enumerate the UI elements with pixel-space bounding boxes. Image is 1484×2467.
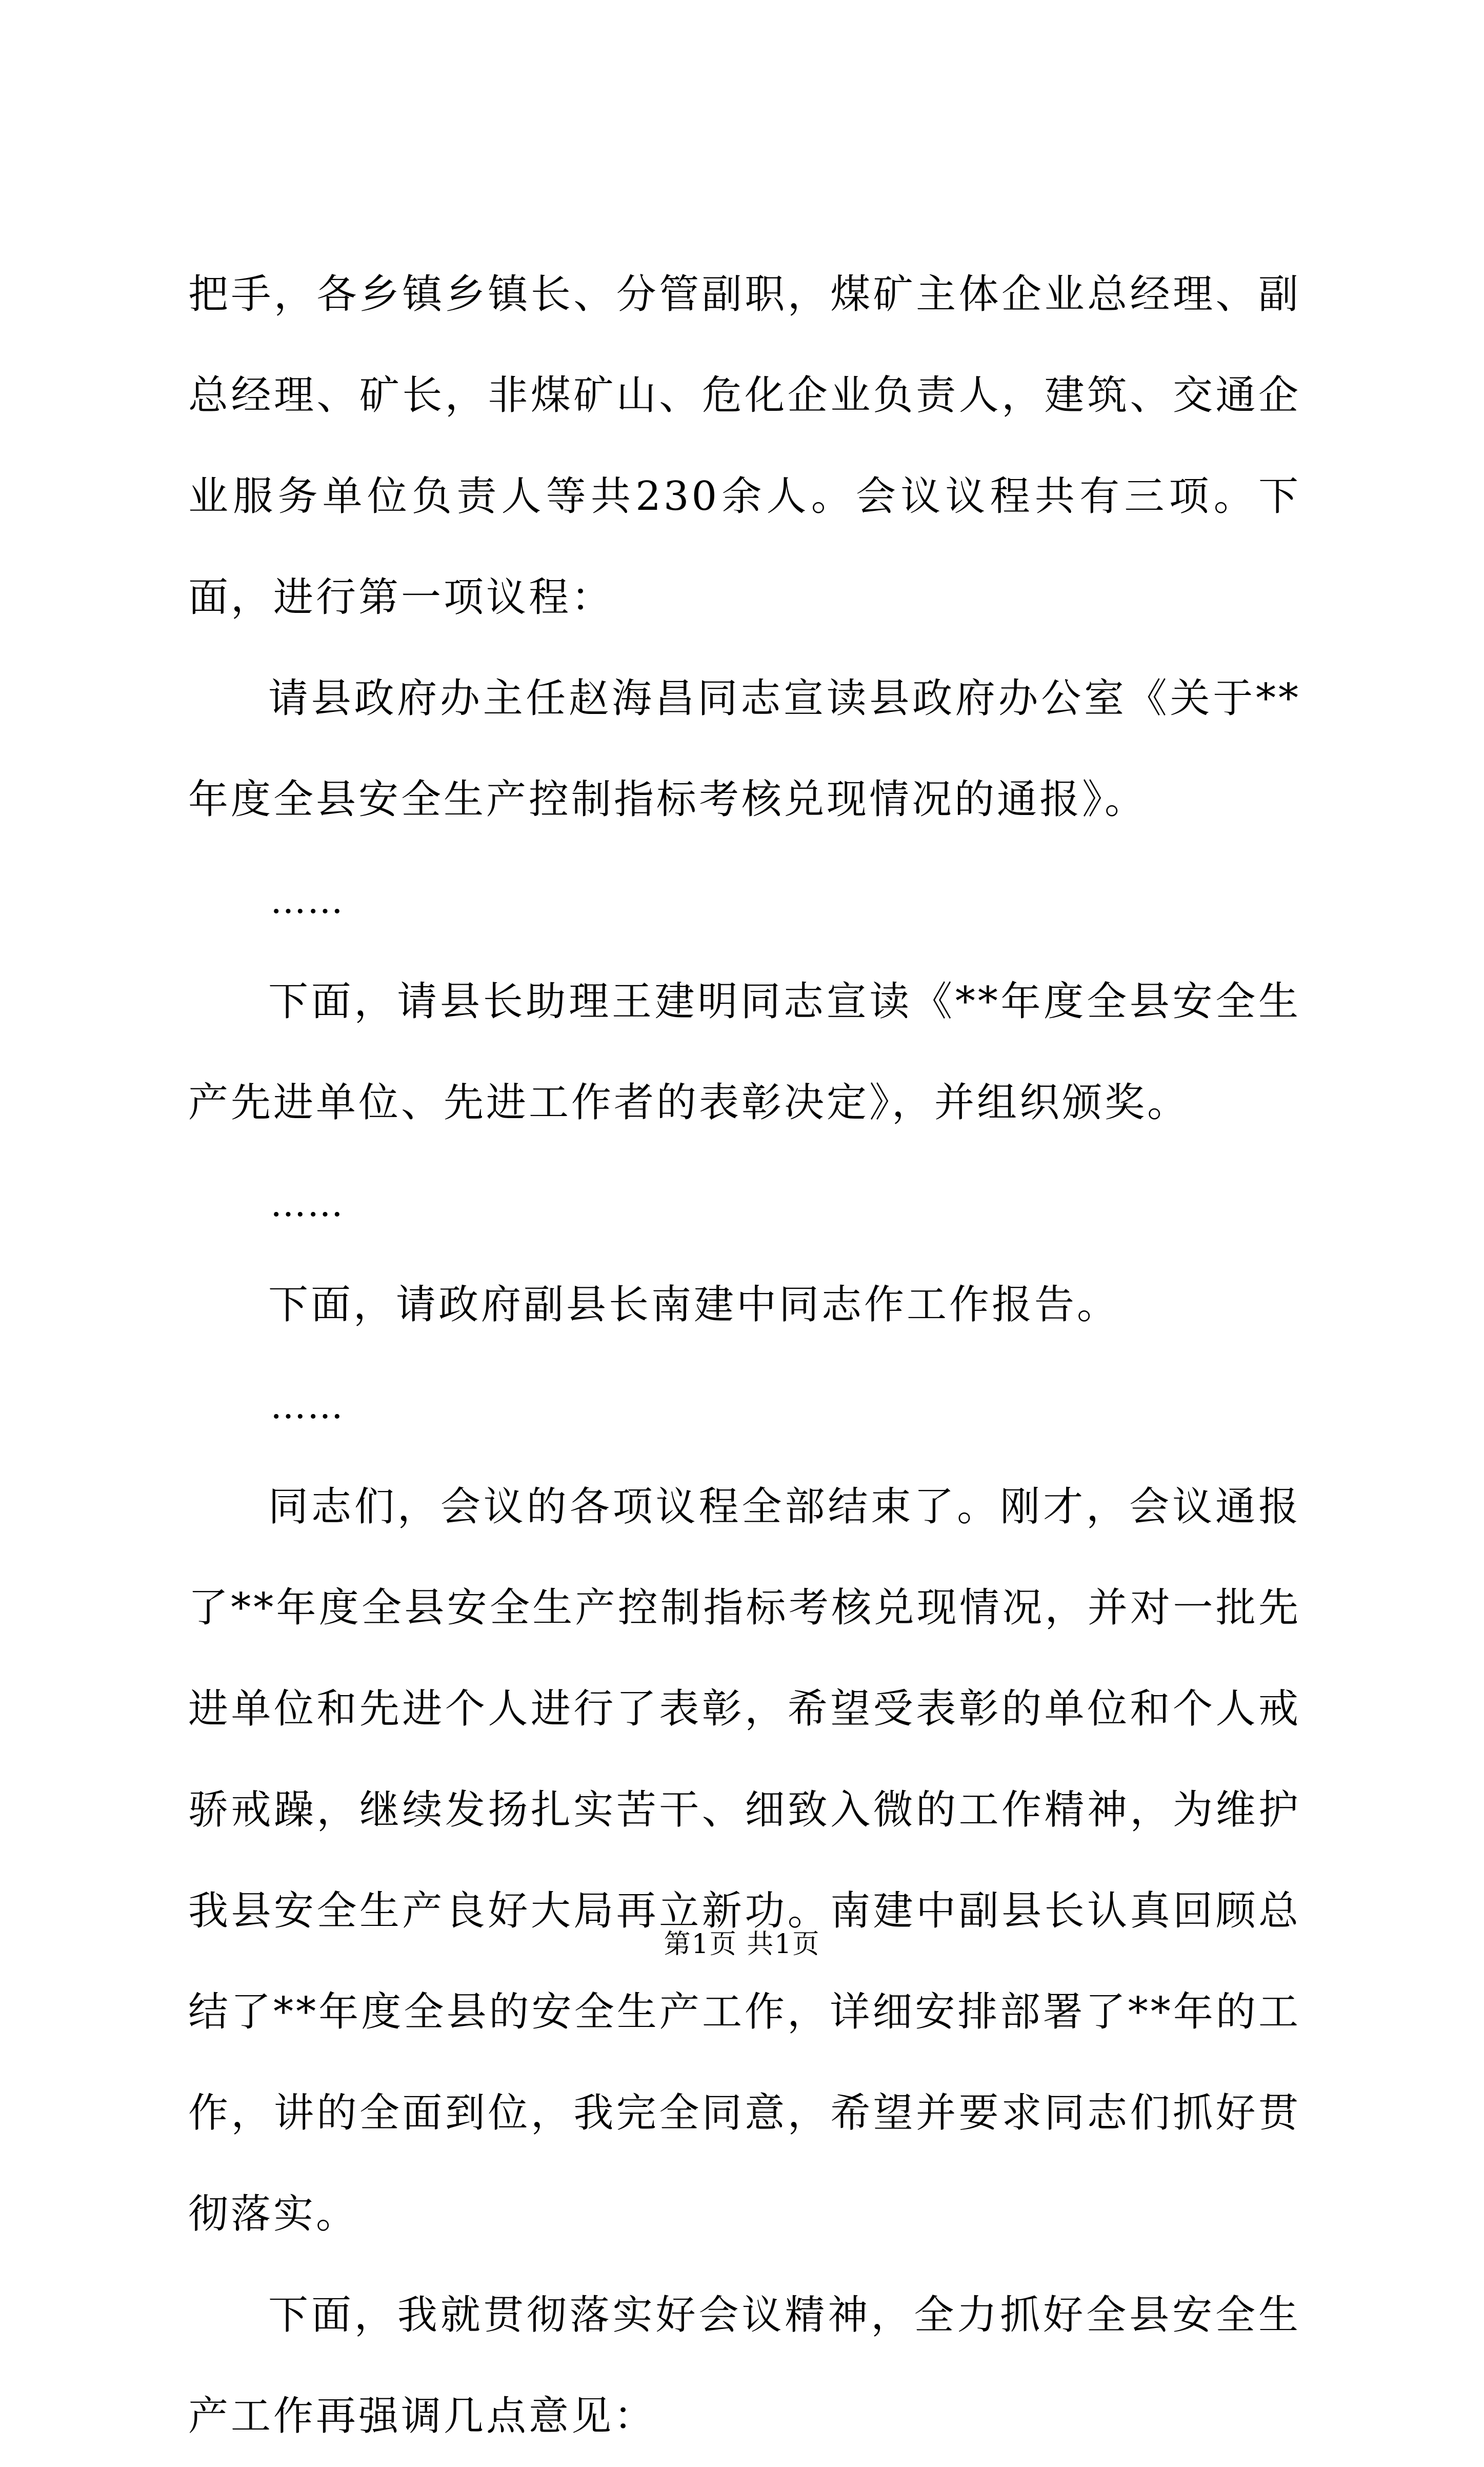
paragraph-attendees: 把手，各乡镇乡镇长、分管副职，煤矿主体企业总经理、副总经理、矿长，非煤矿山、危化企业负责人，建筑、交通企业服务单位负责人等共230余人。会议议程共有三项。下面，进行第一项议程： — [188, 271, 1301, 621]
ellipsis-marker: …… — [270, 1385, 344, 1427]
paragraph-agenda-item-1: 请县政府办主任赵海昌同志宣读县政府办公室《关于**年度全县安全生产控制指标考核兑现情况的通报》。 — [188, 675, 1301, 823]
page-number-footer: 第1页 共1页 — [664, 1929, 820, 1960]
paragraph-summary: 同志们，会议的各项议程全部结束了。刚才，会议通报了**年度全县安全生产控制指标考核兑现情况，并对一批先进单位和先进个人进行了表彰，希望受表彰的单位和个人戒骄戒躁，继续发扬扎实苦干、细致入微的工作精神，为维护我县安全生产良好大局再立新功。南建中副县长认真回顾总结了**年度全县的安全生产工作，详细安排部署了**年的工作，讲的全面到位，我完全同意，希望并要求同志们抓好贯彻落实。 — [188, 1484, 1301, 2237]
document-body — [188, 244, 1301, 2467]
ellipsis-marker: …… — [270, 1183, 344, 1225]
paragraph-agenda-item-3: 下面，请政府副县长南建中同志作工作报告。 — [268, 1282, 1120, 1328]
paragraph-closing: 下面，我就贯彻落实好会议精神，全力抓好全县安全生产工作再强调几点意见： — [188, 2292, 1301, 2439]
paragraph-agenda-item-2: 下面，请县长助理王建明同志宣读《**年度全县安全生产先进单位、先进工作者的表彰决定》，并组织颁奖。 — [188, 979, 1301, 1126]
ellipsis-marker: …… — [270, 880, 344, 922]
